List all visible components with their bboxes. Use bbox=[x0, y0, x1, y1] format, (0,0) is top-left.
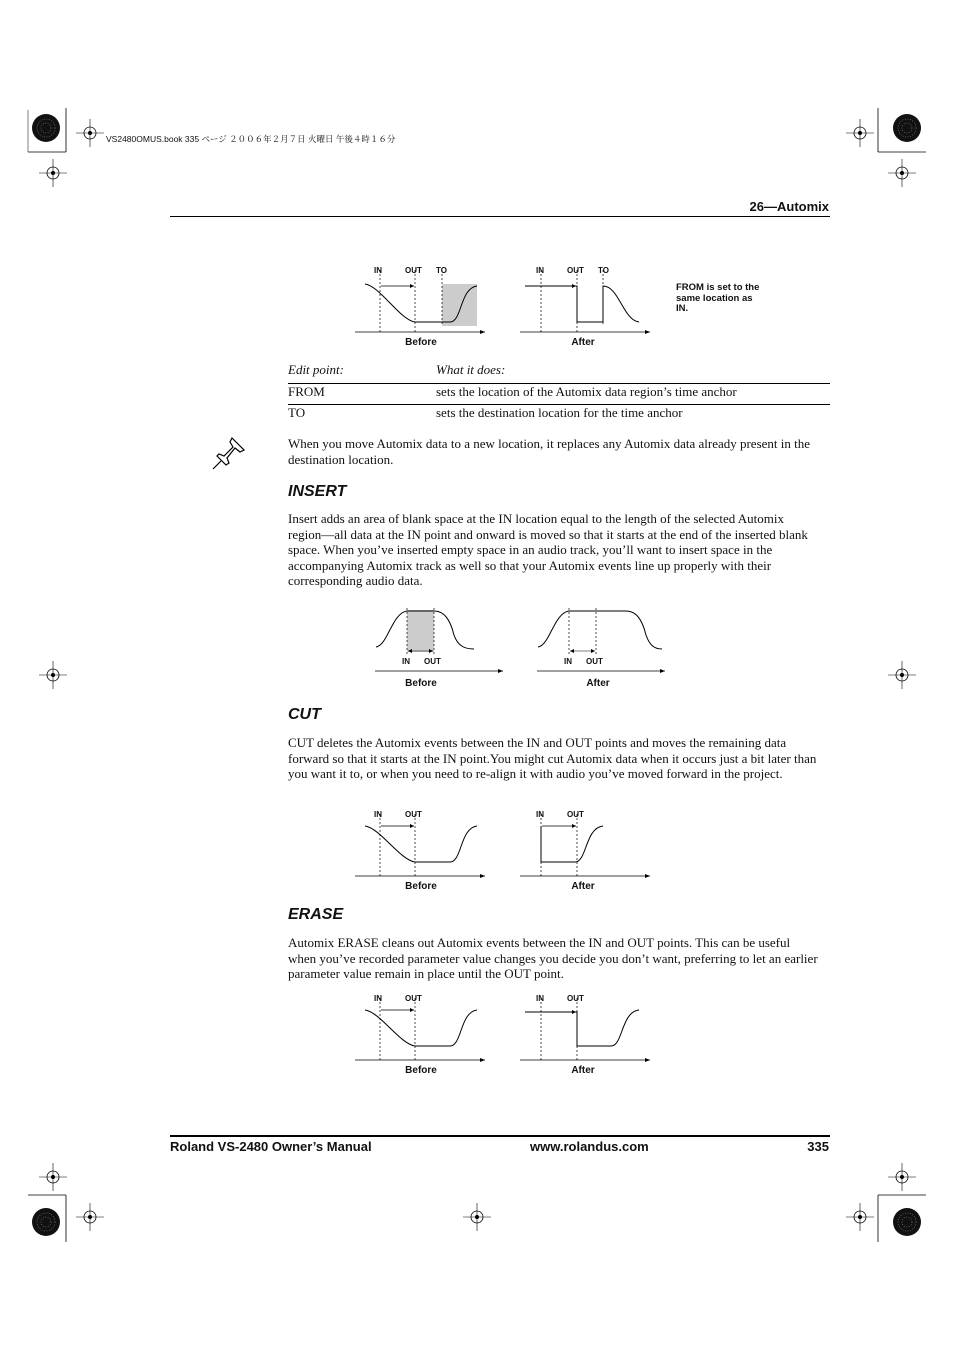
erase-before-diagram bbox=[350, 998, 490, 1073]
erase-body: Automix ERASE cleans out Automix events between the IN and OUT points. This can be useful when you’ve recorded parameter value changes you decide you don’t want, preferring to let an earlier parameter value remain in place until the OUT point. bbox=[288, 935, 818, 982]
move-before-caption: Before bbox=[405, 337, 437, 348]
table-row: TO sets the destination location for the time anchor bbox=[288, 405, 683, 420]
cut-before-in-label: IN bbox=[374, 810, 382, 819]
erase-after-caption: After bbox=[571, 1065, 595, 1076]
erase-figure bbox=[350, 990, 670, 1080]
insert-heading: INSERT bbox=[288, 483, 347, 500]
move-after-out-label: OUT bbox=[567, 266, 584, 275]
move-before-out-label: OUT bbox=[405, 266, 422, 275]
move-after-to-label: TO bbox=[598, 266, 609, 275]
cut-after-out-label: OUT bbox=[567, 810, 584, 819]
insert-before-in-label: IN bbox=[402, 657, 410, 666]
cut-before-caption: Before bbox=[405, 881, 437, 892]
from-note: FROM is set to the same location as IN. bbox=[676, 282, 760, 314]
cut-before-out-label: OUT bbox=[405, 810, 422, 819]
footer-manual-title: Roland VS-2480 Owner’s Manual bbox=[170, 1139, 372, 1154]
move-before-diagram bbox=[350, 270, 490, 345]
cut-heading: CUT bbox=[288, 706, 321, 723]
cut-after-in-label: IN bbox=[536, 810, 544, 819]
note-text: When you move Automix data to a new location, it replaces any Automix data already present in the destination location. bbox=[288, 436, 811, 467]
erase-after-out-label: OUT bbox=[567, 994, 584, 1003]
footer-rule bbox=[170, 1135, 830, 1137]
erase-before-out-label: OUT bbox=[405, 994, 422, 1003]
erase-after-in-label: IN bbox=[536, 994, 544, 1003]
insert-body: Insert adds an area of blank space at the IN location equal to the length of the selected Automix region—all data at the IN point and onward is moved so that it starts at the end of the inserted blank space. When you’ve inserted empty space in an audio track, you’ll want to insert space in the accompanying Automix track as well so that your Automix events line up properly with their corresponding audio data. bbox=[288, 511, 808, 589]
cut-after-diagram bbox=[515, 814, 655, 889]
insert-before-out-label: OUT bbox=[424, 657, 441, 666]
erase-before-in-label: IN bbox=[374, 994, 382, 1003]
move-after-in-label: IN bbox=[536, 266, 544, 275]
edit-point-table bbox=[288, 362, 830, 425]
chapter-header: 26—Automix bbox=[749, 199, 829, 214]
move-before-to-label: TO bbox=[436, 266, 447, 275]
table-header-what-it-does: What it does: bbox=[436, 362, 506, 377]
insert-after-out-label: OUT bbox=[586, 657, 603, 666]
erase-heading: ERASE bbox=[288, 906, 344, 923]
move-after-diagram bbox=[515, 270, 655, 345]
insert-before-caption: Before bbox=[405, 678, 437, 689]
insert-figure bbox=[370, 605, 670, 695]
move-after-caption: After bbox=[571, 337, 595, 348]
insert-after-in-label: IN bbox=[564, 657, 572, 666]
erase-before-caption: Before bbox=[405, 1065, 437, 1076]
move-figure bbox=[350, 262, 770, 352]
cut-body: CUT deletes the Automix events between the IN and OUT points and moves the remaining data forward so that it starts at the IN point.You might cut Automix data when it occurs just a bit later than you want it to, or when you need to re-align it with audio you’ve moved forward in the project. bbox=[288, 735, 817, 782]
move-before-in-label: IN bbox=[374, 266, 382, 275]
table-header-edit-point: Edit point: bbox=[288, 362, 344, 377]
pushpin-note-icon bbox=[210, 432, 250, 472]
cut-after-caption: After bbox=[571, 881, 595, 892]
table-row: FROM sets the location of the Automix data region’s time anchor bbox=[288, 384, 737, 399]
cut-figure bbox=[350, 806, 670, 896]
erase-after-diagram bbox=[515, 998, 655, 1073]
page-number: 335 bbox=[807, 1139, 829, 1154]
cut-before-diagram bbox=[350, 814, 490, 889]
print-slug: VS2480OMUS.book 335 ページ ２００６年２月７日 火曜日 午後４時１６分 bbox=[106, 134, 396, 144]
header-rule bbox=[170, 216, 830, 217]
insert-after-caption: After bbox=[586, 678, 610, 689]
footer-url[interactable]: www.rolandus.com bbox=[530, 1139, 649, 1154]
